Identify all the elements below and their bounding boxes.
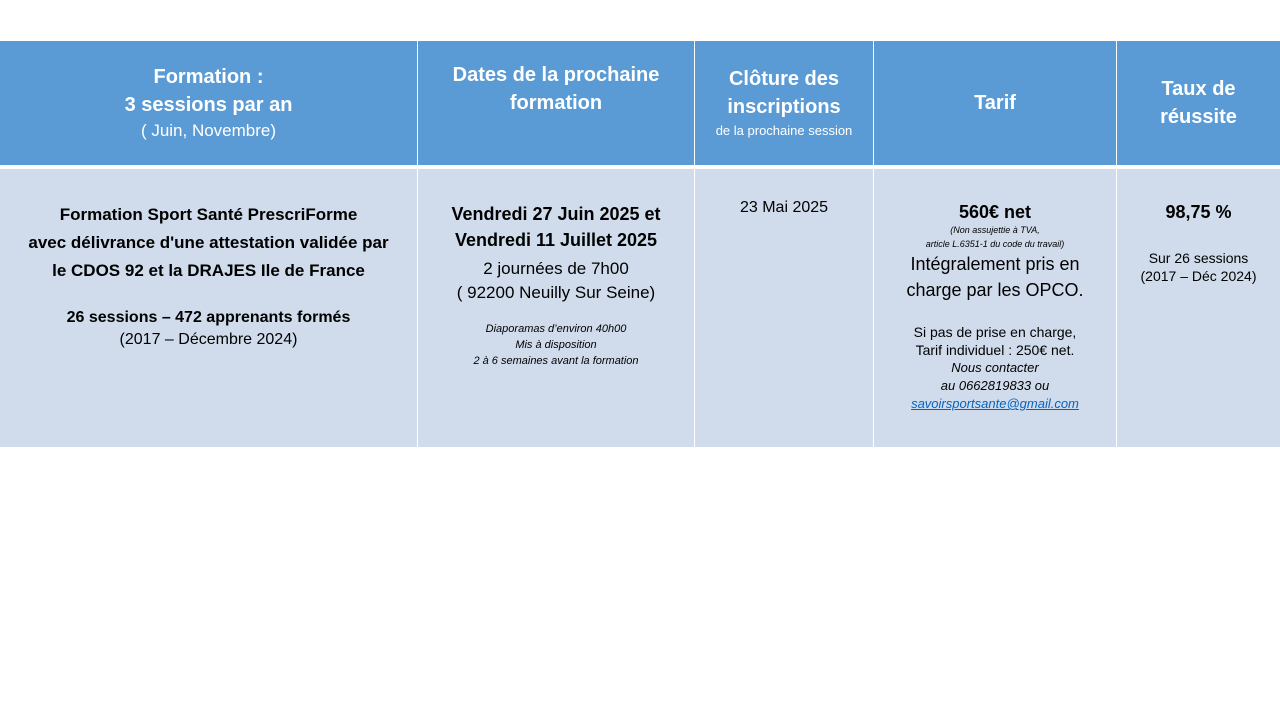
header-formation-sessions: 3 sessions par an: [124, 94, 293, 116]
header-dates-line1: Dates de la prochaine: [452, 64, 660, 86]
tarif-tva2: article L.6351-1 du code du travail): [925, 239, 1065, 249]
dates-line2: Vendredi 11 Juillet 2025: [454, 230, 658, 250]
header-cloture-line1: Clôture des: [728, 68, 840, 90]
header-dates-line2: formation: [509, 92, 603, 114]
dates-note2: Mis à disposition: [515, 339, 597, 351]
taux-rate: 98,75 %: [1165, 202, 1232, 222]
formation-stats: 26 sessions – 472 apprenants formés: [66, 309, 351, 326]
tarif-opco2: charge par les OPCO.: [906, 280, 1084, 300]
cell-dates: [418, 169, 695, 447]
table-row: [0, 169, 1280, 447]
header-formation-months: ( Juin, Novembre): [140, 121, 277, 140]
formation-period: (2017 – Décembre 2024): [119, 331, 298, 348]
training-table: [0, 41, 1280, 447]
table-header-row: [0, 41, 1280, 169]
formation-line1: Formation Sport Santé PrescriForme: [59, 205, 358, 224]
header-tarif: [874, 41, 1117, 165]
tarif-tva1: (Non assujettie à TVA,: [950, 225, 1040, 235]
taux-sessions: Sur 26 sessions: [1148, 250, 1249, 266]
header-tarif-label: Tarif: [974, 92, 1016, 114]
dates-line1: Vendredi 27 Juin 2025 et: [451, 204, 661, 224]
dates-note1: Diaporamas d’environ 40h00: [485, 323, 627, 335]
dates-duration: 2 journées de 7h00: [483, 259, 629, 278]
dates-note3: 2 à 6 semaines avant la formation: [473, 355, 639, 367]
tarif-contact2: au 0662819833 ou: [940, 378, 1050, 393]
email-link[interactable]: savoirsportsante@gmail.com: [911, 396, 1079, 411]
tarif-alt2: Tarif individuel : 250€ net.: [915, 342, 1075, 358]
cell-taux: [1117, 169, 1280, 447]
cell-tarif: [874, 169, 1117, 447]
header-cloture: [695, 41, 874, 165]
header-cloture-sub: de la prochaine session: [715, 123, 853, 138]
header-dates: [418, 41, 695, 165]
header-formation-title: Formation :: [153, 66, 264, 88]
tarif-price: 560€ net: [958, 202, 1032, 222]
header-taux-line1: Taux de: [1161, 78, 1236, 100]
header-cloture-line2: inscriptions: [727, 96, 841, 118]
cell-cloture: [695, 169, 874, 447]
tarif-alt1: Si pas de prise en charge,: [913, 324, 1077, 340]
tarif-opco1: Intégralement pris en: [910, 254, 1080, 274]
formation-line3: le CDOS 92 et la DRAJES Ile de France: [52, 261, 365, 280]
header-taux-line2: réussite: [1160, 106, 1237, 128]
cell-formation: [0, 169, 418, 447]
header-taux: [1117, 41, 1280, 165]
formation-line2: avec délivrance d'une attestation validée par: [28, 233, 389, 252]
taux-period: (2017 – Déc 2024): [1140, 268, 1257, 284]
header-formation: [0, 41, 418, 165]
cloture-date: 23 Mai 2025: [739, 199, 829, 216]
tarif-contact1: Nous contacter: [951, 360, 1039, 375]
dates-location: ( 92200 Neuilly Sur Seine): [456, 283, 656, 302]
